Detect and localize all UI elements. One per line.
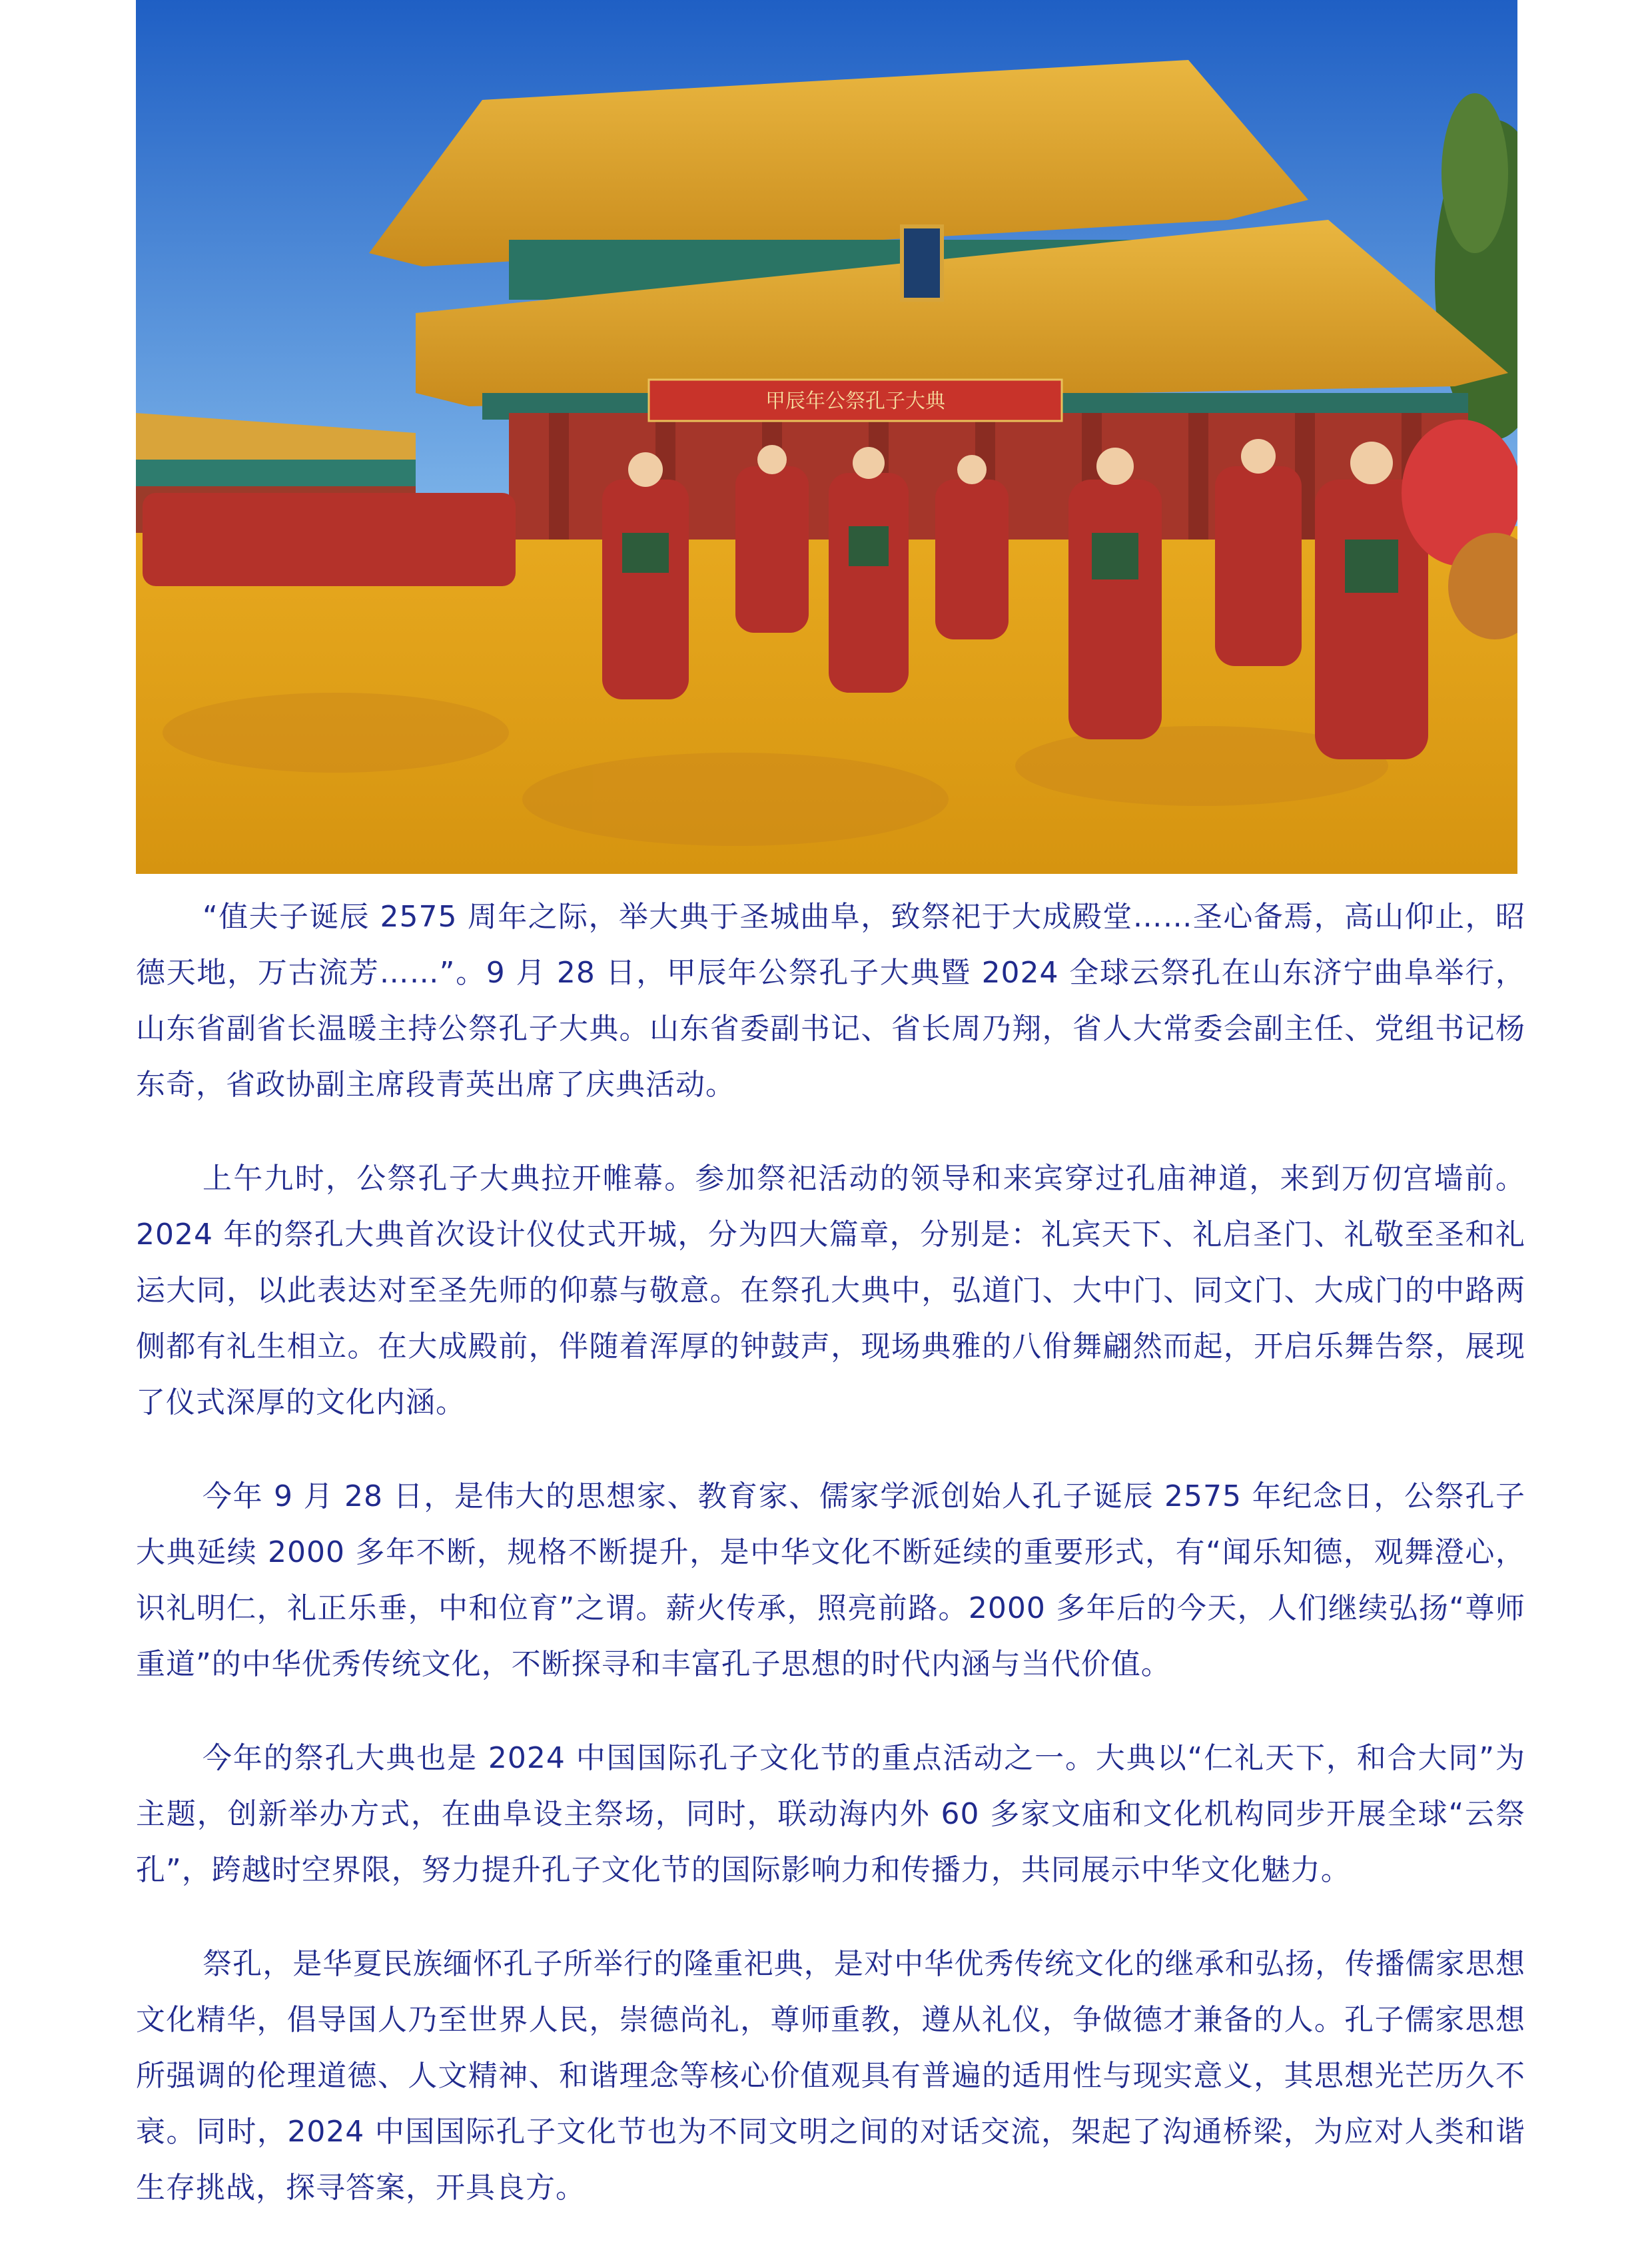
article-body [136,889,1525,2254]
paragraph: 今年的祭孔大典也是 2024 中国国际孔子文化节的重点活动之一。大典以“仁礼天下，和合大同”为主题，创新举办方式，在曲阜设主祭场，同时，联动海内外 60 多家文庙和文化机构同步开展全球“云祭孔”，跨越时空界限，努力提升孔子文化节的国际影响力和传播力，共同展示中华文化魅力。 [136,1741,1525,1887]
paragraph: 上午九时，公祭孔子大典拉开帷幕。参加祭祀活动的领导和来宾穿过孔庙神道，来到万仞宫墙前。2024 年的祭孔大典首次设计仪仗式开城，分为四大篇章，分别是：礼宾天下、礼启圣门、礼敬至圣和礼运大同，以此表达对至圣先师的仰慕与敬意。在祭孔大典中，弘道门、大中门、同文门、大成门的中路两侧都有礼生相立。在大成殿前，伴随着浑厚的钟鼓声，现场典雅的八佾舞翩然而起，开启乐舞告祭，展现了仪式深厚的文化内涵。 [136,1162,1525,1419]
paragraph: 祭孔，是华夏民族缅怀孔子所举行的隆重祀典，是对中华优秀传统文化的继承和弘扬，传播儒家思想文化精华，倡导国人乃至世界人民，崇德尚礼，尊师重教，遵从礼仪，争做德才兼备的人。孔子儒家思想所强调的伦理道德、人文精神、和谐理念等核心价值观具有普遍的适用性与现实意义，其思想光芒历久不衰。同时，2024 中国国际孔子文化节也为不同文明之间的对话交流，架起了沟通桥梁，为应对人类和谐生存挑战，探寻答案，开具良方。 [136,1947,1525,2205]
paragraph: 今年 9 月 28 日，是伟大的思想家、教育家、儒家学派创始人孔子诞辰 2575 年纪念日，公祭孔子大典延续 2000 多年不断，规格不断提升，是中华文化不断延续的重要形式，有“闻乐知德，观舞澄心，识礼明仁，礼正乐垂，中和位育”之谓。薪火传承，照亮前路。2000 多年后的今天，人们继续弘扬“尊师重道”的中华优秀传统文化，不断探寻和丰富孔子思想的时代内涵与当代价值。 [136,1479,1525,1681]
temple-ceremony-photo [136,0,1517,874]
paragraph: “值夫子诞辰 2575 周年之际，举大典于圣城曲阜，致祭祀于大成殿堂……圣心备焉，高山仰止，昭德天地，万古流芳……”。9 月 28 日，甲辰年公祭孔子大典暨 2024 全球云祭孔在山东济宁曲阜举行，山东省副省长温暖主持公祭孔子大典。山东省委副书记、省长周乃翔，省人大常委会副主任、党组书记杨东奇，省政协副主席段青英出席了庆典活动。 [136,900,1525,1102]
banner-text: 甲辰年公祭孔子大典 [765,390,945,413]
